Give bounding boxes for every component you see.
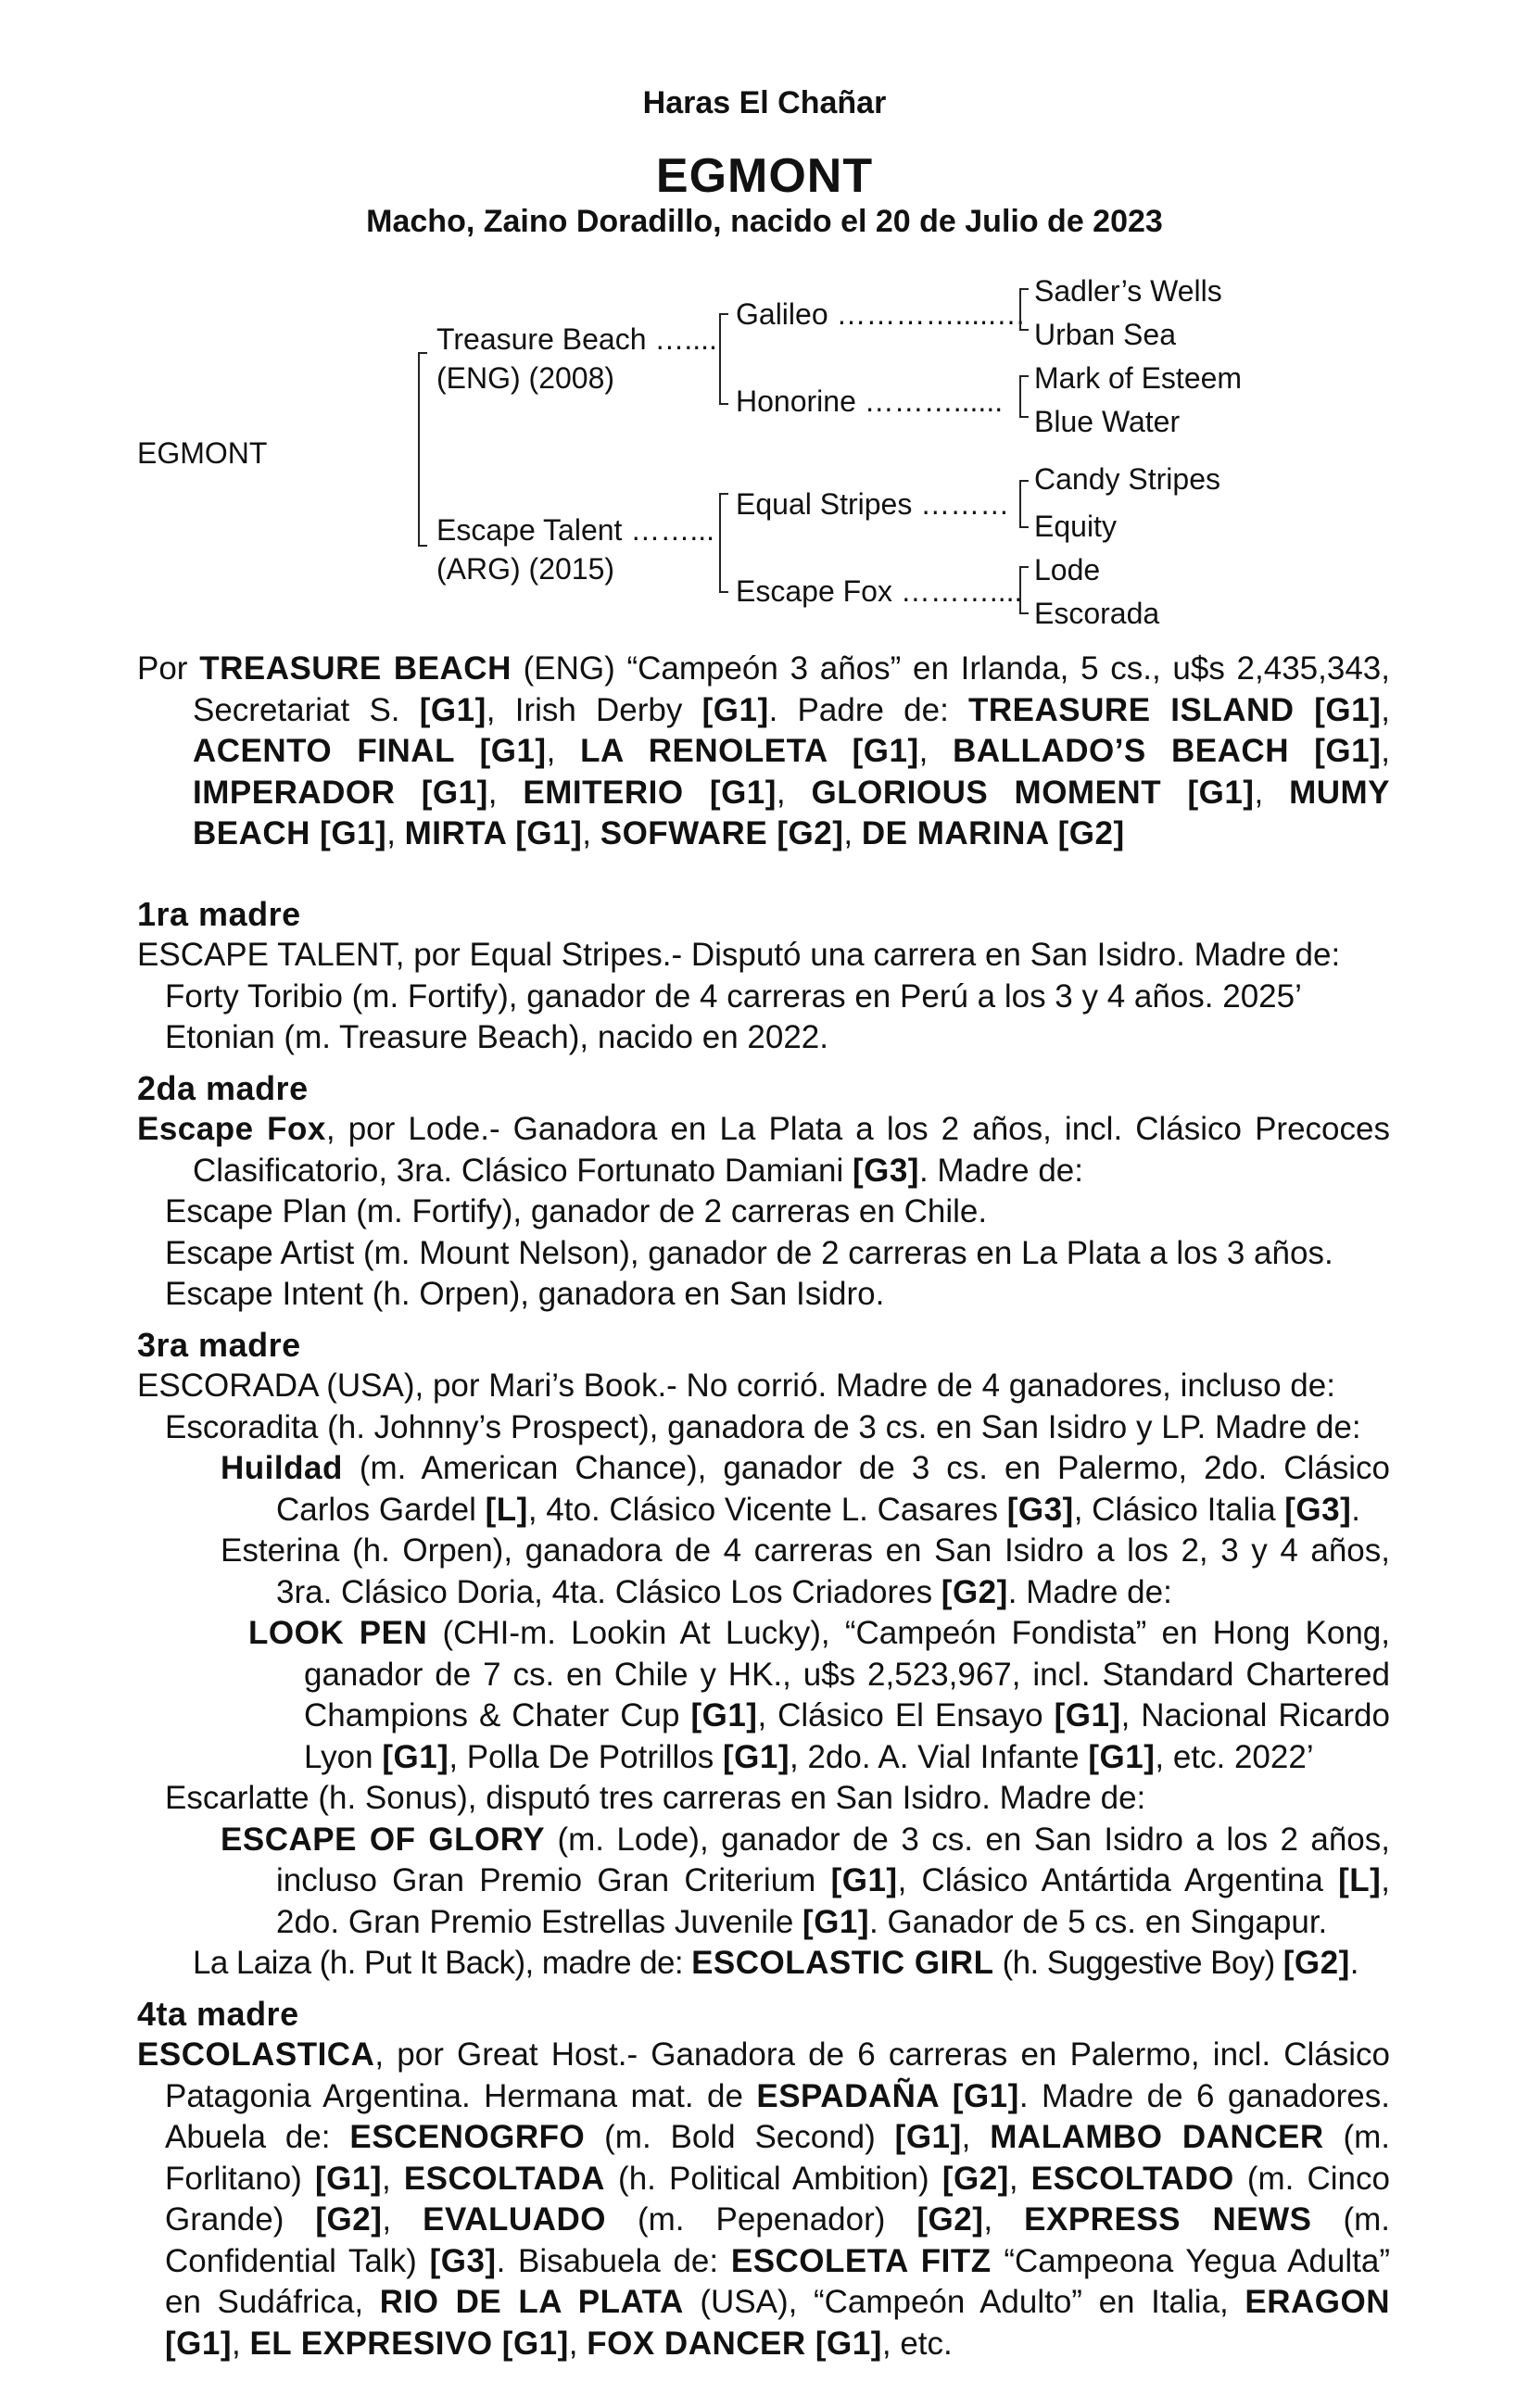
pedigree-g8: Escorada (1034, 597, 1160, 630)
madre1-line: Etonian (m. Treasure Beach), nacido en 2022. (165, 1019, 828, 1055)
pedigree-dam: Escape Talent ……... (436, 513, 714, 547)
madre3-escape-of-glory: ESCAPE OF GLORY (m. Lode), ganador de 3 cs. en San Isidro a los 2 años, incluso Gran Premio Gran Criterium [G1], Clásico Antártida Argentina [L], 2do. Gran Premio Estrellas Juvenile [G1]. Ganador de 5 cs. en Singapur. (221, 1821, 1391, 1940)
madre3-huildad: Huildad (m. American Chance), ganador de 3 cs. en Palermo, 2do. Clásico Carlos Gardel [L], 4to. Clásico Vicente L. Casares [G3], Clásico Italia [G3]. (221, 1450, 1390, 1528)
bracket-g-dd (1019, 566, 1029, 614)
section-heading-4ta-madre: 4ta madre (137, 1994, 299, 2033)
bracket-g-ss (1019, 288, 1029, 331)
madre2-main: Escape Fox, por Lode.- Ganadora en La Plata a los 2 años, incl. Clásico Precoces Clasificatorio, 3ra. Clásico Fortunato Damiani [G3]. Madre de: (137, 1111, 1390, 1189)
pedigree-sire-dam: Honorine ………...... (736, 385, 1004, 418)
madre1-line: Forty Toribio (m. Fortify), ganador de 4 carreras en Perú a los 3 y 4 años. 2025’ (165, 977, 1302, 1015)
madre3-look-pen: LOOK PEN (CHI-m. Lookin At Lucky), “Campeón Fondista” en Hong Kong, ganador de 7 cs. en Chile y HK., u$s 2,523,967, incl. Standard Chartered Champions & Chater Cup [G1], Clásico El Ensayo [G1], Nacional Ricardo Lyon [G1], Polla De Potrillos [G1], 2do. A. Vial Infante [G1], etc. 2022’ (248, 1615, 1391, 1775)
section-heading-2da-madre: 2da madre (137, 1068, 309, 1107)
madre2-line: Escape Artist (m. Mount Nelson), ganador de 2 carreras en La Plata a los 3 años. (165, 1234, 1333, 1271)
bracket-dam (719, 493, 728, 593)
pedigree-g4: Blue Water (1034, 405, 1181, 438)
pedigree-g1: Sadler’s Wells (1034, 274, 1222, 308)
pedigree-sire-origin: (ENG) (2008) (436, 361, 615, 395)
pedigree-sire-sire: Galileo ………….....… (736, 297, 1026, 331)
madre4-main: ESCOLASTICA, por Great Host.- Ganadora de 6 carreras en Palermo, incl. Clásico Patagonia Argentina. Hermana mat. de ESPADAÑA [G1]. Madre de 6 ganadores. Abuela de: ESCENOGRFO (m. Bold Second) [G1], MALAMBO DANCER (m. Forlitano) [G1], ESCOLTADA (h. Political Ambition) [G2], ESCOLTADO (m. Cinco Grande) [G2], EVALUADO (m. Pepenador) [G2], EXPRESS NEWS (m. Confidential Talk) [G3]. Bisabuela de: ESCOLETA FITZ “Campeona Yegua Adulta” en Sudáfrica, RIO DE LA PLATA (USA), “Campeón Adulto” en Italia, ERAGON [G1], EL EXPRESIVO [G1], FOX DANCER [G1], etc. (137, 2036, 1391, 2362)
pedigree-sire: Treasure Beach ….... (436, 322, 717, 356)
madre3-line: Escoradita (h. Johnny’s Prospect), ganadora de 3 cs. en San Isidro y LP. Madre de: (165, 1408, 1361, 1445)
breeder-name: Haras El Chañar (642, 85, 887, 120)
sire-paragraph: Por TREASURE BEACH (ENG) “Campeón 3 años” en Irlanda, 5 cs., u$s 2,435,343, Secretariat S. [G1], Irish Derby [G1]. Padre de: TREASURE ISLAND [G1], ACENTO FINAL [G1], LA RENOLETA [G1], BALLADO’S BEACH [G1], IMPERADOR [G1], EMITERIO [G1], GLORIOUS MOMENT [G1], MUMY BEACH [G1], MIRTA [G1], SOFWARE [G2], DE MARINA [G2] (137, 650, 1390, 851)
horse-name-title: EGMONT (655, 149, 874, 203)
catalog-body (137, 649, 1390, 2364)
madre2-line: Escape Intent (h. Orpen), ganadora en San Isidro. (165, 1276, 885, 1312)
bracket-g-sd (1019, 375, 1029, 418)
pedigree-g2: Urban Sea (1034, 318, 1176, 351)
madre2-line: Escape Plan (m. Fortify), ganador de 2 carreras en Chile. (165, 1193, 988, 1229)
madre3-esterina: Esterina (h. Orpen), ganadora de 4 carreras en San Isidro a los 2, 3 y 4 años, 3ra. Clásico Doria, 4ta. Clásico Los Criadores [G2]. Madre de: (221, 1532, 1390, 1610)
pedigree-dam-sire: Equal Stripes ……… (736, 487, 1010, 521)
bracket-gen1 (418, 352, 427, 547)
pedigree-g6: Equity (1034, 510, 1117, 543)
pedigree-dam-origin: (ARG) (2015) (436, 552, 615, 586)
pedigree-g5: Candy Stripes (1034, 462, 1220, 496)
madre3-line: ESCORADA (USA), por Mari’s Book.- No corrió. Madre de 4 ganadores, incluso de: (137, 1368, 1335, 1404)
section-heading-1ra-madre: 1ra madre (137, 894, 301, 933)
pedigree-subject: EGMONT (137, 436, 268, 470)
pedigree-g3: Mark of Esteem (1034, 361, 1243, 395)
bracket-sire (719, 313, 728, 405)
section-heading-3ra-madre: 3ra madre (137, 1325, 301, 1364)
pedigree-dam-dam: Escape Fox ……….... (736, 574, 1023, 608)
bracket-g-ds (1019, 480, 1029, 528)
horse-description: Macho, Zaino Doradillo, nacido el 20 de Julio de 2023 (366, 204, 1163, 239)
madre3-escarlatte: Escarlatte (h. Sonus), disputó tres carreras en San Isidro. Madre de: (165, 1780, 1146, 1816)
madre1-line: ESCAPE TALENT, por Equal Stripes.- Disputó una carrera en San Isidro. Madre de: (137, 937, 1341, 973)
pedigree-g7: Lode (1034, 553, 1101, 586)
madre3-la-laiza: La Laiza (h. Put It Back), madre de: ESCOLASTIC GIRL (h. Suggestive Boy) [G2]. (193, 1945, 1358, 1981)
